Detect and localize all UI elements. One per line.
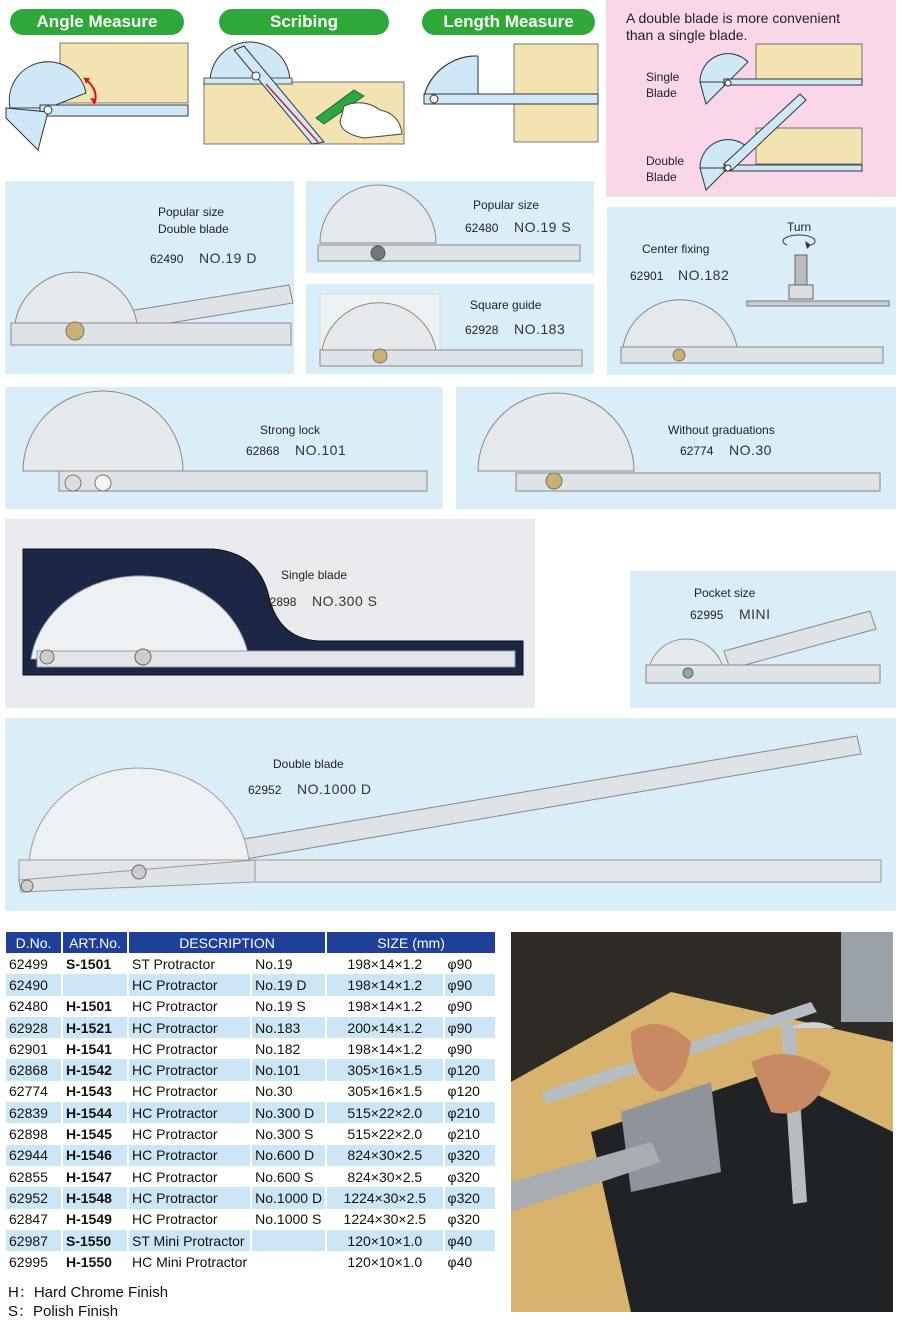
cell-size: 200×14×1.2 xyxy=(326,1017,443,1038)
length-measure-diagram xyxy=(420,38,602,146)
cell-model-no: No.1000 D xyxy=(251,1187,326,1208)
heading-length-measure: Length Measure xyxy=(422,9,595,35)
cell-size: 198×14×1.2 xyxy=(326,974,443,995)
product-panel-182 xyxy=(607,207,896,375)
cell-artno: H-1541 xyxy=(62,1038,128,1059)
product-1000d-model: NO.1000 D xyxy=(297,781,372,797)
product-182-code: 62901 xyxy=(630,269,664,283)
cell-model-no xyxy=(251,1251,326,1272)
cell-diameter: φ90 xyxy=(444,1038,496,1059)
cell-dno: 62944 xyxy=(6,1145,62,1166)
cell-artno: H-1543 xyxy=(62,1081,128,1102)
cell-artno: H-1547 xyxy=(62,1166,128,1187)
double-blade-label-2: Blade xyxy=(646,170,677,184)
cell-description: HC Protractor xyxy=(128,1123,251,1144)
cell-diameter: φ120 xyxy=(444,1059,496,1080)
table-row xyxy=(6,1102,496,1123)
cell-diameter: φ40 xyxy=(444,1251,496,1272)
table-header-row xyxy=(6,932,496,953)
cell-dno: 62499 xyxy=(6,953,62,974)
cell-artno: H-1544 xyxy=(62,1102,128,1123)
product-182-turn-label: Turn xyxy=(787,220,812,234)
protractor-1000d-image xyxy=(15,730,887,900)
protractor-300s-image xyxy=(23,543,523,683)
table-row xyxy=(6,996,496,1017)
cell-model-no: No.1000 S xyxy=(251,1209,326,1230)
product-mini-model: MINI xyxy=(739,606,771,622)
cell-size: 120×10×1.0 xyxy=(326,1230,443,1251)
legend-hard-chrome: H：Hard Chrome Finish xyxy=(8,1284,169,1301)
cell-description: HC Protractor xyxy=(128,1209,251,1230)
product-panel-30 xyxy=(456,387,896,509)
cell-size: 824×30×2.5 xyxy=(326,1145,443,1166)
cell-dno: 62952 xyxy=(6,1187,62,1208)
cell-description: HC Protractor xyxy=(128,1145,251,1166)
table-row xyxy=(6,953,496,974)
cell-model-no: No.30 xyxy=(251,1081,326,1102)
specification-table xyxy=(6,932,497,1272)
product-panel-19d xyxy=(5,181,294,374)
product-panel-19s xyxy=(306,181,594,273)
cell-diameter: φ320 xyxy=(444,1166,496,1187)
cell-size: 198×14×1.2 xyxy=(326,996,443,1017)
cell-diameter: φ120 xyxy=(444,1081,496,1102)
cell-size: 305×16×1.5 xyxy=(326,1081,443,1102)
cell-model-no: No.19 S xyxy=(251,996,326,1017)
product-panel-mini xyxy=(630,571,896,708)
cell-description: HC Protractor xyxy=(128,1166,251,1187)
cell-description: HC Mini Protractor xyxy=(128,1251,251,1272)
cell-description: HC Protractor xyxy=(128,1038,251,1059)
product-panel-1000d xyxy=(5,718,896,911)
cell-size: 1224×30×2.5 xyxy=(326,1187,443,1208)
product-mini-name: Pocket size xyxy=(694,586,756,600)
table-row xyxy=(6,1059,496,1080)
cell-artno xyxy=(62,974,128,995)
cell-model-no xyxy=(251,1230,326,1251)
product-101-code: 62868 xyxy=(246,444,280,458)
cell-artno: H-1549 xyxy=(62,1209,128,1230)
product-mini-code: 62995 xyxy=(690,608,724,622)
header-size: SIZE (mm) xyxy=(326,932,496,953)
cell-diameter: φ320 xyxy=(444,1145,496,1166)
cell-model-no: No.19 D xyxy=(251,974,326,995)
cell-diameter: φ90 xyxy=(444,974,496,995)
cell-artno: H-1542 xyxy=(62,1059,128,1080)
product-300s-model: NO.300 S xyxy=(312,593,378,609)
cell-model-no: No.600 S xyxy=(251,1166,326,1187)
product-30-model: NO.30 xyxy=(729,442,772,458)
protractor-182-image xyxy=(621,295,889,365)
cell-description: HC Protractor xyxy=(128,1059,251,1080)
cell-description: HC Protractor xyxy=(128,974,251,995)
cell-size: 120×10×1.0 xyxy=(326,1251,443,1272)
heading-angle-measure: Angle Measure xyxy=(10,9,184,35)
product-19s-name: Popular size xyxy=(473,198,540,212)
product-1000d-name: Double blade xyxy=(273,757,344,771)
product-183-model: NO.183 xyxy=(514,321,566,337)
cell-dno: 62928 xyxy=(6,1017,62,1038)
cell-dno: 62839 xyxy=(6,1102,62,1123)
table-row xyxy=(6,1081,496,1102)
cell-dno: 62855 xyxy=(6,1166,62,1187)
cell-artno: H-1548 xyxy=(62,1187,128,1208)
product-panel-183 xyxy=(306,284,594,374)
cell-size: 198×14×1.2 xyxy=(326,1038,443,1059)
angle-measure-diagram xyxy=(0,38,200,153)
cell-artno: H-1545 xyxy=(62,1123,128,1144)
cell-description: HC Protractor xyxy=(128,1081,251,1102)
table-row xyxy=(6,1209,496,1230)
info-title-line1: A double blade is more convenient xyxy=(626,10,841,26)
cell-model-no: No.19 xyxy=(251,953,326,974)
cell-size: 824×30×2.5 xyxy=(326,1166,443,1187)
product-19d-name-1: Popular size xyxy=(158,205,225,219)
double-blade-label-1: Double xyxy=(646,154,685,168)
product-182-name: Center fixing xyxy=(642,242,710,256)
product-19d-code: 62490 xyxy=(150,252,184,266)
cell-size: 198×14×1.2 xyxy=(326,953,443,974)
header-description: DESCRIPTION xyxy=(128,932,326,953)
cell-dno: 62898 xyxy=(6,1123,62,1144)
protractor-19d-image xyxy=(11,265,293,357)
cell-size: 515×22×2.0 xyxy=(326,1102,443,1123)
product-panel-300s xyxy=(5,519,535,708)
cell-size: 305×16×1.5 xyxy=(326,1059,443,1080)
cell-model-no: No.300 D xyxy=(251,1102,326,1123)
heading-scribing: Scribing xyxy=(219,9,389,35)
product-1000d-code: 62952 xyxy=(248,783,282,797)
product-101-name: Strong lock xyxy=(260,423,321,437)
cell-description: ST Protractor xyxy=(128,953,251,974)
cell-model-no: No.182 xyxy=(251,1038,326,1059)
product-19d-model: NO.19 D xyxy=(199,250,257,266)
cell-description: HC Protractor xyxy=(128,1102,251,1123)
cell-model-no: No.101 xyxy=(251,1059,326,1080)
table-row xyxy=(6,1230,496,1251)
cell-size: 1224×30×2.5 xyxy=(326,1209,443,1230)
cell-model-no: No.183 xyxy=(251,1017,326,1038)
table-row xyxy=(6,1123,496,1144)
cell-dno: 62987 xyxy=(6,1230,62,1251)
protractor-mini-image xyxy=(644,611,888,695)
cell-diameter: φ210 xyxy=(444,1102,496,1123)
cell-dno: 62995 xyxy=(6,1251,62,1272)
cell-description: HC Protractor xyxy=(128,996,251,1017)
cell-model-no: No.300 S xyxy=(251,1123,326,1144)
single-blade-label-1: Single xyxy=(646,70,680,84)
cell-diameter: φ320 xyxy=(444,1209,496,1230)
product-19s-model: NO.19 S xyxy=(514,219,572,235)
cell-artno: H-1550 xyxy=(62,1251,128,1272)
cell-artno: S-1501 xyxy=(62,953,128,974)
protractor-101-image xyxy=(19,403,429,497)
cell-dno: 62901 xyxy=(6,1038,62,1059)
product-30-code: 62774 xyxy=(680,444,714,458)
cell-artno: H-1521 xyxy=(62,1017,128,1038)
table-row xyxy=(6,974,496,995)
cell-diameter: φ320 xyxy=(444,1187,496,1208)
table-row xyxy=(6,1187,496,1208)
product-300s-code: 62898 xyxy=(263,595,297,609)
header-artno: ART.No. xyxy=(62,932,128,953)
protractor-30-image xyxy=(476,403,886,497)
product-30-name: Without graduations xyxy=(668,423,775,437)
table-row xyxy=(6,1166,496,1187)
header-dno: D.No. xyxy=(6,932,62,953)
product-300s-name: Single blade xyxy=(281,568,348,582)
cell-dno: 62490 xyxy=(6,974,62,995)
usage-photo xyxy=(511,932,893,1312)
cell-artno: H-1501 xyxy=(62,996,128,1017)
double-blade-info-box xyxy=(606,0,896,197)
cell-size: 515×22×2.0 xyxy=(326,1123,443,1144)
cell-diameter: φ90 xyxy=(444,953,496,974)
cell-artno: S-1550 xyxy=(62,1230,128,1251)
table-row xyxy=(6,1251,496,1272)
cell-diameter: φ90 xyxy=(444,1017,496,1038)
product-101-model: NO.101 xyxy=(295,442,347,458)
cell-artno: H-1546 xyxy=(62,1145,128,1166)
product-183-code: 62928 xyxy=(465,323,499,337)
cell-diameter: φ40 xyxy=(444,1230,496,1251)
single-double-comparison-diagram xyxy=(696,44,896,194)
usage-photo-illustration xyxy=(511,932,893,1312)
product-182-model: NO.182 xyxy=(678,267,730,283)
single-blade-label-2: Blade xyxy=(646,86,677,100)
table-row xyxy=(6,1145,496,1166)
info-title-line2: than a single blade. xyxy=(626,27,748,43)
product-183-name: Square guide xyxy=(470,298,542,312)
cell-dno: 62868 xyxy=(6,1059,62,1080)
table-row xyxy=(6,1017,496,1038)
cell-dno: 62847 xyxy=(6,1209,62,1230)
protractor-183-image xyxy=(320,294,586,368)
product-19d-name-2: Double blade xyxy=(158,222,229,236)
product-panel-101 xyxy=(5,387,443,509)
cell-dno: 62774 xyxy=(6,1081,62,1102)
cell-dno: 62480 xyxy=(6,996,62,1017)
table-row xyxy=(6,1038,496,1059)
cell-description: HC Protractor xyxy=(128,1187,251,1208)
cell-model-no: No.600 D xyxy=(251,1145,326,1166)
scribing-diagram xyxy=(204,38,406,148)
product-19s-code: 62480 xyxy=(465,221,499,235)
cell-diameter: φ210 xyxy=(444,1123,496,1144)
cell-description: ST Mini Protractor xyxy=(128,1230,251,1251)
cell-diameter: φ90 xyxy=(444,996,496,1017)
cell-description: HC Protractor xyxy=(128,1017,251,1038)
legend-polish: S：Polish Finish xyxy=(8,1303,119,1320)
protractor-19s-image xyxy=(318,195,584,267)
